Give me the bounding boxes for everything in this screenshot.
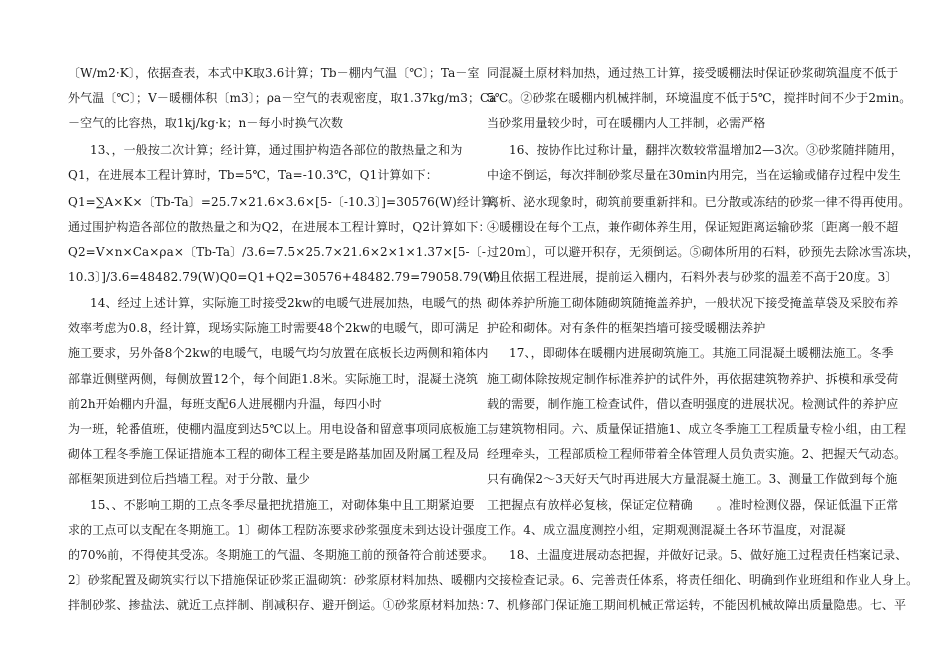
left-text-line: Q1，在进展本工程计算时，Tb=5℃，Ta=-10.3℃，Q1计算如下： [68,168,438,182]
right-text-line: 中途不倒运，每次拌制砂浆尽量在30min内用完，当在运输或储存过程中发生 [487,168,901,182]
left-text-line: 的70%前，不得使其受冻。冬期施工的气温、冬期施工前的预备符合前述要求。 [68,548,495,562]
right-text-line: 只有确保2～3天好天气时再进展大方量混凝土施工。3、测量工作做到每个施 [487,472,898,486]
right-text-line: 同混凝土原材料加热，通过热工计算，接受暖棚法时保证砂浆砌筑温度不低于 [487,66,899,80]
left-text-line: 13、，一般按二次计算；经计算，通过围护构造各部位的散热量之和为 [90,143,463,157]
right-text-line: 经理牵头，工程部质检工程师带着全体管理人员负责实施。2、把握天气动态。 [487,447,907,461]
left-text-line: 15、、不影响工期的工点冬季尽量把扰措施工，对砌体集中且工期紧迫要 [90,498,475,512]
right-text-line: 护砼和砌体。对有条件的框架挡墙可接受暖棚法养护 [487,321,766,335]
left-text-line: 通过围护构造各部位的散热量之和为Q2，在进展本工程计算时，Q2计算如下： [68,220,491,234]
right-text-line: 过20m〕，可以避开积存，无须倒运。⑤砌体所用的石料，砂预先去除冰雪冻块， [487,245,920,259]
left-text-line: 为一班，轮番值班，使棚内温度到达5℃以上。用电设备和留意事项同底板施工。 [68,422,501,436]
right-text-line: 当砂浆用量较少时，可在暖棚内人工拌制，必需严格 [487,116,766,130]
right-text-line: 施工砌体除按规定制作标准养护的试件外，再依据建筑物养护、拆模和承受荷 [487,372,899,386]
right-text-line: 并且依据工程进展，提前运入棚内，石料外表与砂浆的温差不高于20度。3〕 [487,270,898,284]
left-text-line: 10.3〕]/3.6=48482.79(W)Q0=Q1+Q2=30576+48482.79=79058.79(W) [68,270,501,284]
left-text-line: 施工要求，另外备8个2kw的电暖气，电暖气均匀放置在底板长边两侧和箱体内 [68,346,489,360]
right-text-line: 与建筑物相同。六、质量保证措施1、成立冬季施工工程质量专检小组，由工程 [487,422,907,436]
left-text-line: 外气温〔℃〕；V－暖棚体积〔m3〕；ρa－空气的表观密度，取1.37kg/m3；Ca [68,91,497,105]
right-text-line: 17、，即砌体在暖棚内进展砌筑施工。其施工同混凝土暖棚法施工。冬季 [509,346,894,360]
left-text-line: 拌制砂浆、掺盐法、就近工点拌制、削减积存、避开倒运。①砂浆原材料加热： [68,598,492,612]
right-text-line: 工把握点有放样必复核，保证定位精确 。准时检测仪器，保证低温下正常 [487,498,899,512]
left-text-line: 部靠近侧壁两侧，每侧放置12个，每个间距1.8米。实际施工时，混凝土浇筑 [68,372,478,386]
right-text-line: 载的需要，制作施工检查试件，借以查明强度的进展状况。检测试件的养护应 [487,397,899,411]
right-text-line: 18、土温度进展动态把握，并做好记录。5、做好施工过程责任档案记录、 [509,548,908,562]
right-text-line: 交接检查记录。6、完善责任体系，将责任细化、明确到作业班组和作业人身上。 [487,573,919,587]
left-text-line: Q1=∑A×K×〔Tb-Ta〕=25.7×21.6×3.6×[5-〔-10.3〕]=30576(W)经计算， [68,195,506,209]
left-text-line: 求的工点可以支配在冬期施工。1〕砌体工程防冻要求砂浆强度未到达设计强度 [68,523,488,537]
left-text-line: 14、经过上述计算，实际施工时接受2kw的电暖气进展加热，电暖气的热 [90,296,482,310]
left-text-line: 部框架顶进到位后挡墙工程。对于分散、量少 [68,472,311,486]
right-text-line: 工作。4、成立温度测控小组，定期观测混凝土各环节温度，对混凝 [487,523,846,537]
left-text-line: 2〕砂浆配置及砌筑实行以下措施保证砂浆正温砌筑：砂浆原材料加热、暖棚内 [68,573,488,587]
left-text-line: 效率考虑为0.8，经计算，现场实际施工时需要48个2kw的电暖气，即可满足 [68,321,480,335]
left-text-line: 砌体工程冬季施工保证措施本工程的砌体工程主要是路基加固及附属工程及局 [68,447,480,461]
left-text-line: －空气的比容热，取1kj/kg·k；n－每小时换气次数 [68,116,344,130]
right-text-line: 5℃。②砂浆在暖棚内机械拌制，环境温度不低于5℃，搅拌时间不少于2min。 [487,91,912,105]
right-text-line: ④暖棚设在每个工点，兼作砌体养生用，保证短距离运输砂浆〔距离一般不超 [487,220,899,234]
right-text-line: 离析、泌水现象时，砌筑前要重新拌和。已分散或冻结的砂浆一律不得再使用。 [487,195,911,209]
right-text-line: 16、按协作比过称计量，翻拌次数较常温增加2—3次。③砂浆随拌随用， [509,143,903,157]
left-text-line: 前2h开始棚内升温，每班支配6人进展棚内升温，每四小时 [68,397,382,411]
right-text-line: 7、机修部门保证施工期间机械正常运转，不能因机械故障出质量隐患。七、平 [487,598,907,612]
right-text-line: 砌体养护所施工砌体随砌筑随掩盖养护，一般状况下接受掩盖草袋及采胶布养 [487,296,899,310]
left-text-line: 〔W/m2·K〕，依据查表，本式中K取3.6计算；Tb－棚内气温〔℃〕；Ta－室 [68,66,480,80]
left-text-line: Q2=V×n×Ca×ρa×〔Tb-Ta〕/3.6=7.5×25.7×21.6×2×1×1.37×[5-〔- [68,245,486,259]
